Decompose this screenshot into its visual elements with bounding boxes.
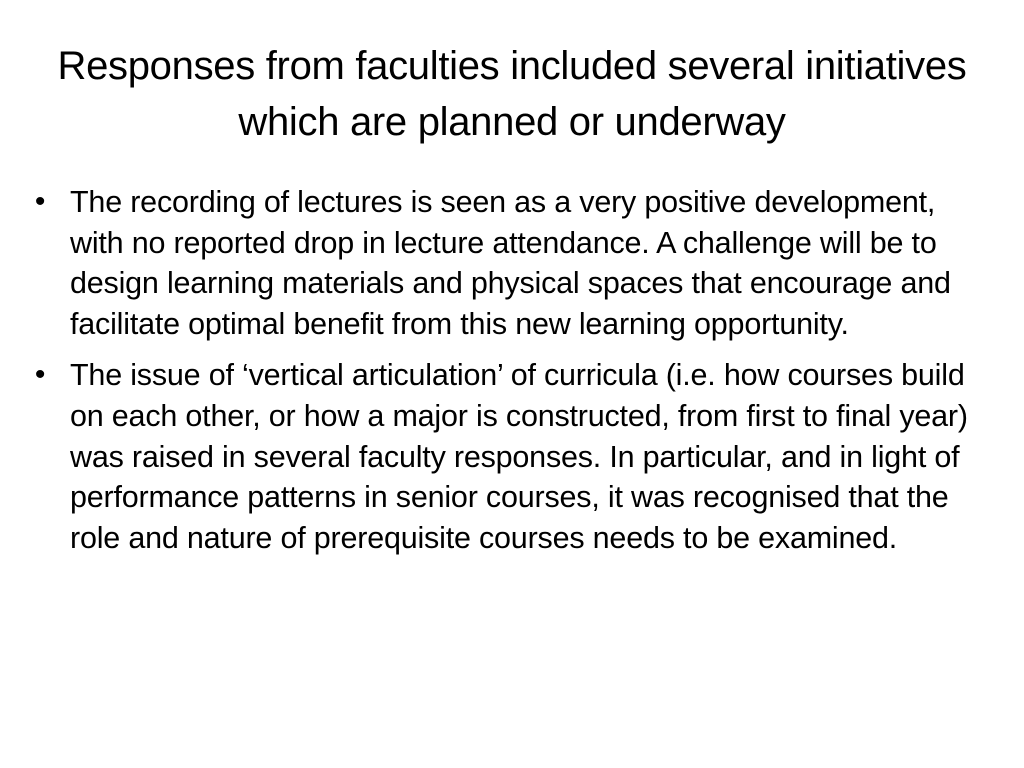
bullet-list xyxy=(26,182,976,569)
list-item xyxy=(26,182,976,344)
bullet-text: The issue of ‘vertical articulation’ of curricula (i.e. how courses build on each other, or how a major is constructed, from first to final year) was raised in several faculty responses. In particular, and in light of performance patterns in senior courses, it was recognised that the role and nature of prerequisite courses needs to be examined. xyxy=(70,358,968,555)
bullet-icon: • xyxy=(34,185,46,218)
slide-title: Responses from faculties included several initiatives which are planned or underway xyxy=(57,44,967,144)
list-item xyxy=(26,355,976,558)
bullet-icon: • xyxy=(34,358,46,392)
bullet-text: The recording of lectures is seen as a very positive development, with no reported drop in lecture attendance. A challenge will be to design learning materials and physical spaces that encourage and facilitate optimal benefit from this new learning opportunity. xyxy=(70,185,951,341)
